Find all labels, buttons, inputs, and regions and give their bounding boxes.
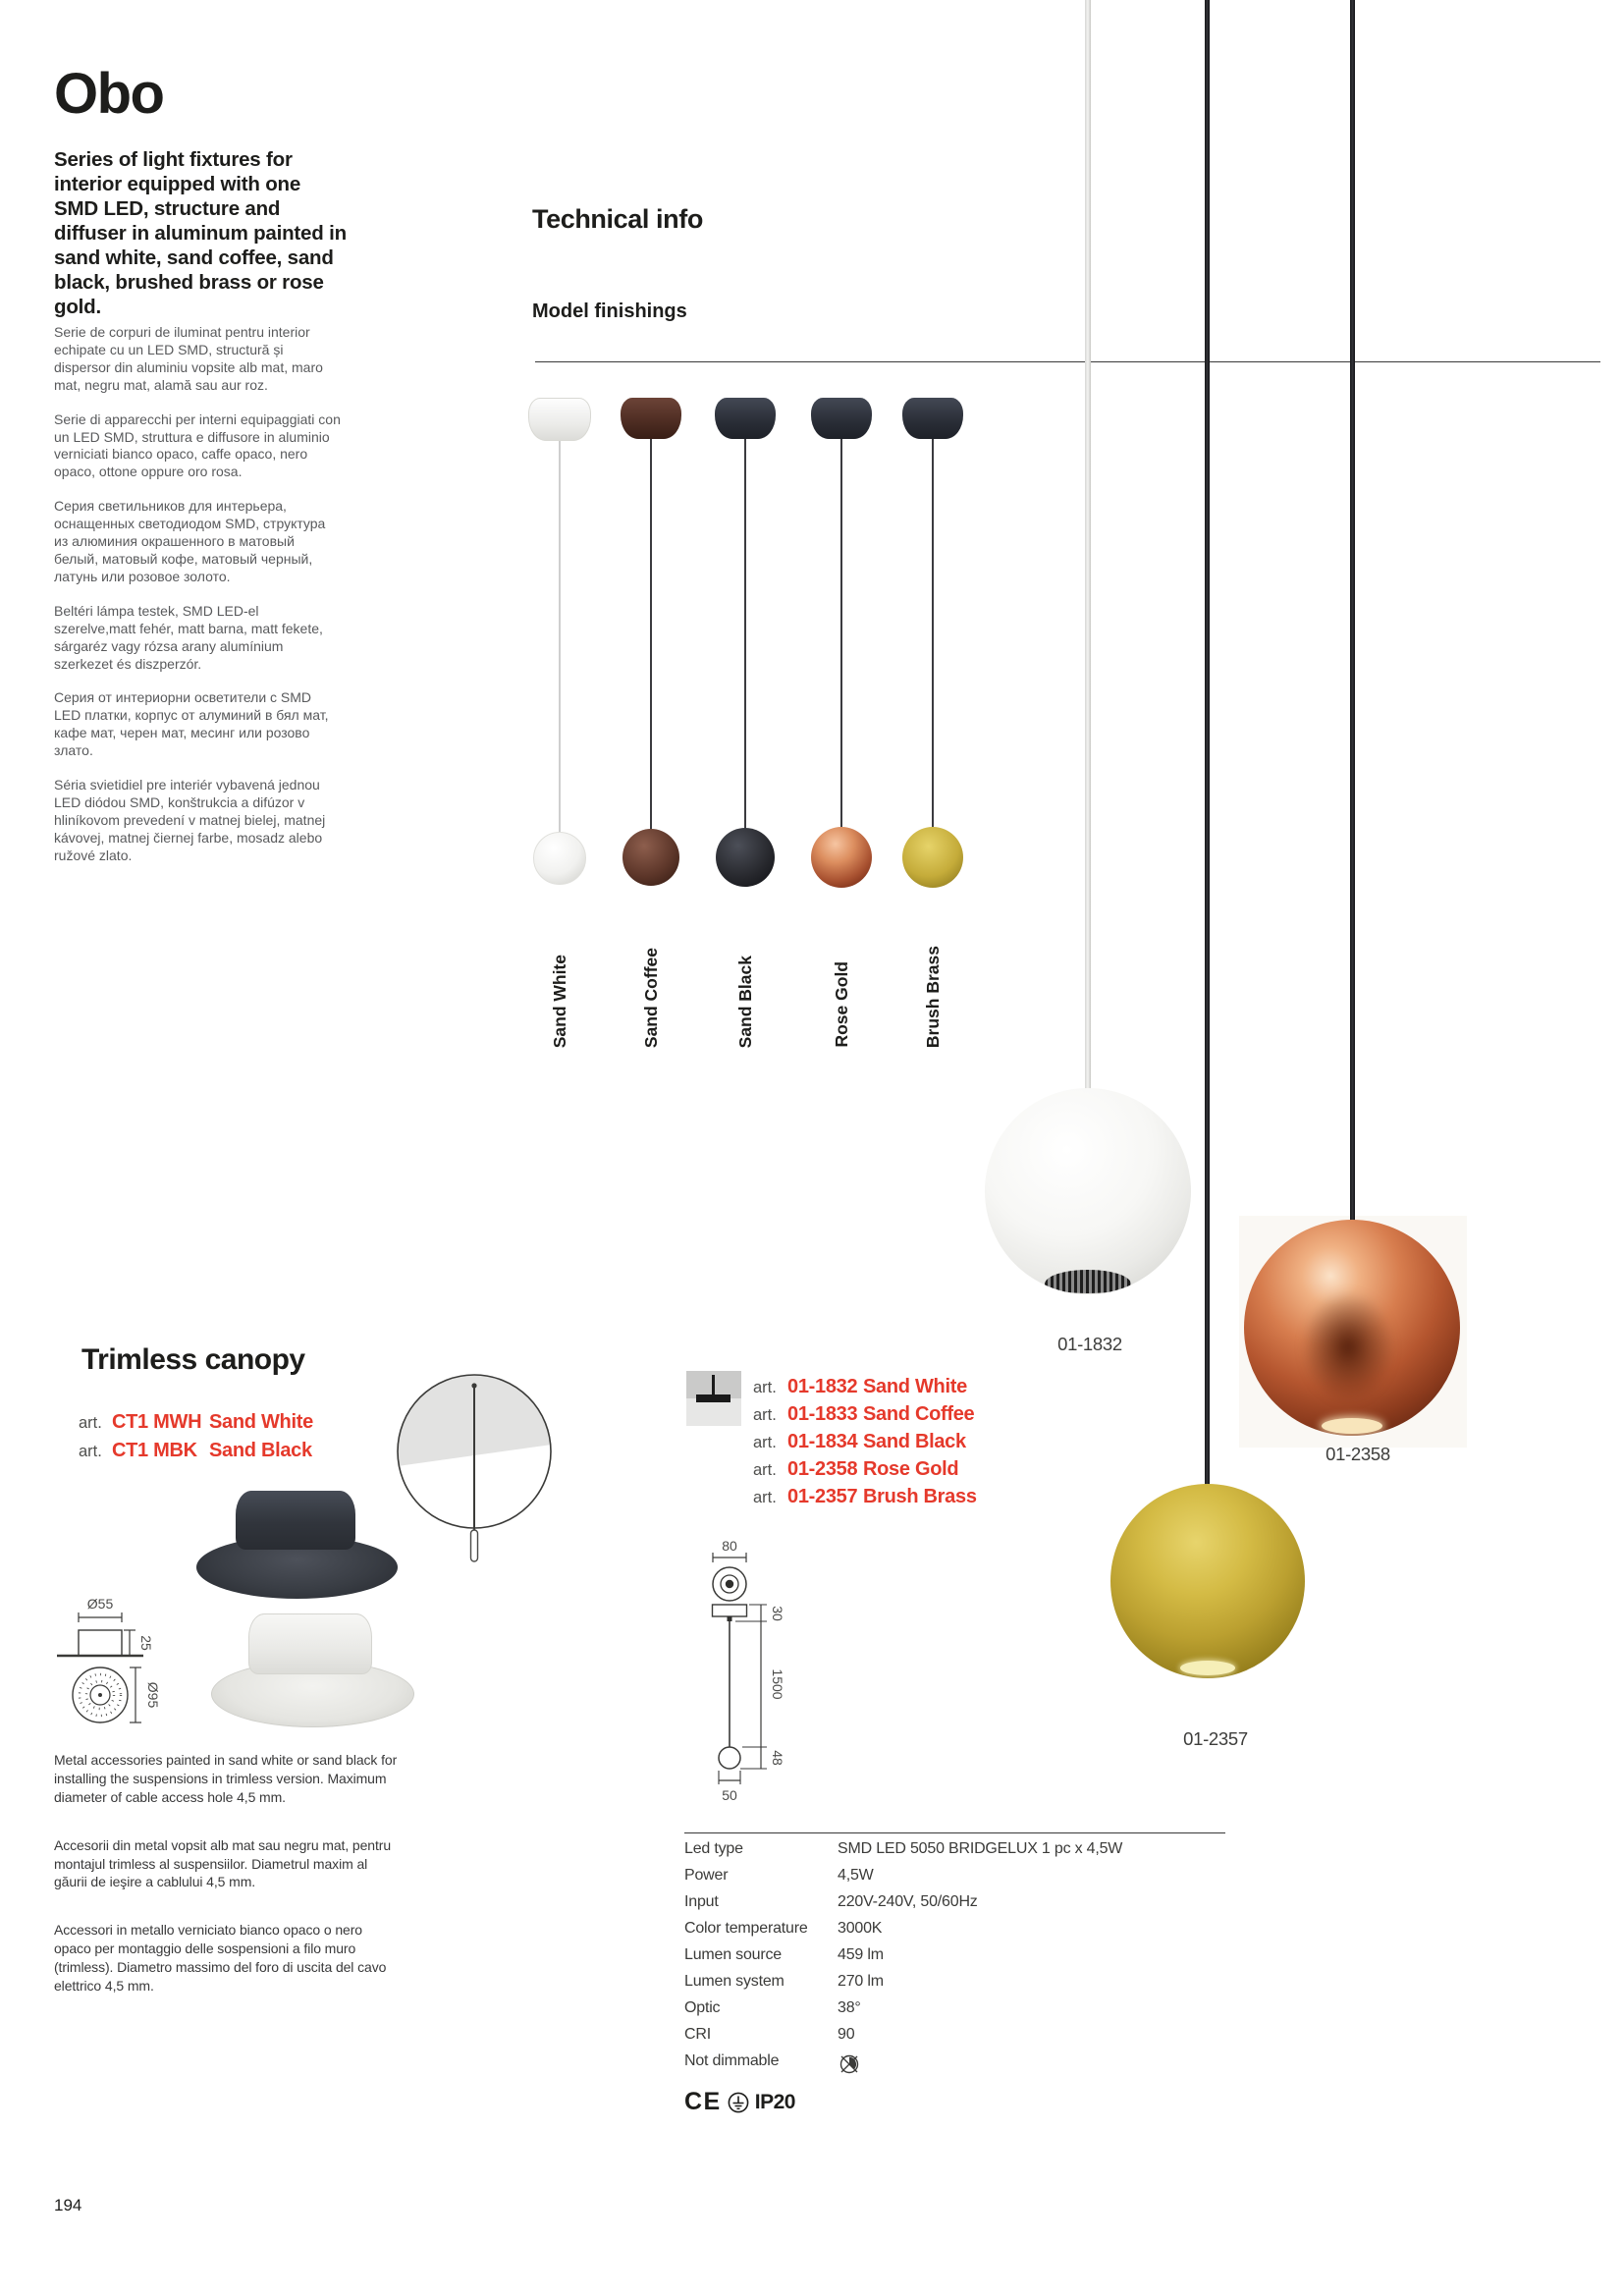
- art-prefix: art.: [753, 1406, 777, 1424]
- spec-row: [684, 2052, 1229, 2079]
- finish-label: Sand Coffee: [640, 947, 661, 1048]
- thumbnail-pendant-icon: [696, 1394, 730, 1402]
- spec-value: 90: [838, 2026, 855, 2043]
- pendant-canopy: [528, 398, 591, 441]
- note-ro: Accesorii din metal vopsit alb mat sau negru mat, pentru montajul trimless al suspensiilor. Diametrul maxim al găurii de ieşire a cablului 4,5 mm.: [54, 1836, 392, 1890]
- svg-text:25: 25: [138, 1635, 154, 1651]
- finish-rose-gold: [810, 398, 873, 1046]
- light-opening: [1180, 1661, 1235, 1675]
- pendant-cable: [650, 439, 652, 832]
- art-prefix: art.: [753, 1434, 777, 1451]
- multilingual-descriptions: [54, 324, 341, 882]
- article-list: [753, 1376, 977, 1513]
- suspension-cable-black-brass: [1205, 0, 1210, 1487]
- suspension-thumbnail: [686, 1371, 741, 1426]
- pendant-cable: [840, 439, 842, 832]
- spec-label: Lumen system: [684, 1973, 784, 1990]
- art-code: 01-1832: [787, 1376, 858, 1397]
- spec-row: [684, 1893, 1229, 1920]
- pendant-sphere: [533, 832, 586, 885]
- finish-brush-brass: [901, 398, 964, 1046]
- product-dimension-drawing: [682, 1527, 810, 1812]
- spec-value: 38°: [838, 1999, 861, 2016]
- description-it: Serie di apparecchi per interni equipaggiati con un LED SMD, struttura e diffusore in aluminio verniciati bianco opaco, caffe opaco, nero opaco, ottone oppure oro rosa.: [54, 410, 341, 480]
- article-row: [753, 1486, 977, 1513]
- spec-row: [684, 1973, 1229, 1999]
- pendant-canopy: [902, 398, 963, 439]
- suspension-cable-black-rosegold: [1350, 0, 1355, 1224]
- pendant-cable: [559, 439, 561, 832]
- description-ro: Serie de corpuri de iluminat pentru interior echipate cu un LED SMD, structură și dispersor din aluminiu vopsite alb mat, maro mat, negru mat, alamă sau aur roz.: [54, 324, 323, 393]
- note-it: Accessori in metallo verniciato bianco opaco o nero opaco per montaggio delle sospensioni a filo muro (trimless). Diametro massimo del foro di uscita del cavo elettrico 4,5 mm.: [54, 1922, 387, 1995]
- spec-table: [684, 1840, 1229, 2079]
- spec-value: SMD LED 5050 BRIDGELUX 1 pc x 4,5W: [838, 1840, 1123, 1857]
- ceiling-cutaway-illustration: [391, 1371, 558, 1575]
- ip-rating: IP20: [754, 2090, 795, 2113]
- finish-label: Sand Black: [734, 955, 755, 1048]
- finish-label: Brush Brass: [922, 945, 943, 1048]
- spec-row: [684, 1999, 1229, 2026]
- trimless-dimension-drawing: [51, 1591, 179, 1750]
- art-prefix: art.: [79, 1443, 102, 1460]
- spec-value: 270 lm: [838, 1973, 884, 1990]
- spec-label: Color temperature: [684, 1920, 808, 1937]
- art-name: Sand White: [863, 1376, 967, 1397]
- art-code: 01-2358: [787, 1458, 858, 1480]
- art-name: Sand Black: [863, 1431, 966, 1452]
- art-name: Sand Black: [209, 1440, 312, 1461]
- note-en: Metal accessories painted in sand white or sand black for installing the suspensions in trimless version. Maximum diameter of cable access hole 4,5 mm.: [54, 1752, 398, 1805]
- art-prefix: art.: [753, 1379, 777, 1396]
- description-sk: Séria svietidiel pre interiér vybavená jednou LED diódou SMD, konštrukcia a difúzor v hliníkovom prevedení v matnej bielej, matnej kávovej, matnej čiernej farbe, mosadz alebo ružové zlato.: [54, 777, 326, 863]
- product-code-sand-white: 01-1832: [1057, 1334, 1122, 1354]
- article-row: [753, 1458, 977, 1486]
- description-bg: Серия от интериорни осветители с SMD LED платки, корпус от алуминий в бял мат, кафе мат, черен мат, месинг или розово злато.: [54, 689, 329, 759]
- trimless-canopy-heading: Trimless canopy: [81, 1343, 305, 1376]
- not-dimmable-icon: [838, 2052, 1229, 2081]
- product-code-brush-brass: 01-2357: [1183, 1728, 1248, 1749]
- canopy-body: [248, 1613, 372, 1674]
- spec-label: CRI: [684, 2026, 711, 2043]
- trimless-canopy-white-photo: [211, 1613, 412, 1727]
- spec-row: [684, 1946, 1229, 1973]
- finish-label: Rose Gold: [831, 961, 851, 1048]
- spec-label: Not dimmable: [684, 2052, 780, 2069]
- spec-label: Input: [684, 1893, 719, 1910]
- finish-sand-white: [528, 398, 591, 1046]
- thumbnail-pendant-icon: [712, 1375, 715, 1395]
- pendant-cable: [744, 439, 746, 832]
- section-divider: [535, 361, 1600, 362]
- art-prefix: art.: [79, 1414, 102, 1432]
- trimless-art-row: [79, 1440, 312, 1462]
- spec-row: [684, 1867, 1229, 1893]
- pendant-canopy: [715, 398, 776, 439]
- spec-label: Optic: [684, 1999, 721, 2016]
- model-finishings-heading: Model finishings: [532, 301, 687, 322]
- product-photo-sand-white: [985, 1088, 1191, 1294]
- finish-label: Sand White: [549, 954, 569, 1048]
- svg-text:30: 30: [770, 1606, 785, 1621]
- article-row: [753, 1431, 977, 1458]
- pendant-sphere: [811, 827, 872, 888]
- article-row: [753, 1403, 977, 1431]
- spec-row: [684, 1840, 1229, 1867]
- description-ru: Серия светильников для интерьера, оснащенных светодиодом SMD, структура из алюминия окрашенного в матовый белый, матовый кофе, матовый черный, латунь или розовое золото.: [54, 498, 326, 584]
- pendant-canopy: [621, 398, 681, 439]
- trimless-art-row: [79, 1411, 313, 1434]
- product-photo-brush-brass: [1110, 1484, 1305, 1678]
- art-prefix: art.: [753, 1461, 777, 1479]
- spec-row: [684, 1920, 1229, 1946]
- page-number: 194: [54, 2196, 82, 2214]
- spec-divider: [684, 1832, 1225, 1833]
- spec-row: [684, 2026, 1229, 2052]
- svg-text:1500: 1500: [770, 1668, 785, 1700]
- spec-value: 4,5W: [838, 1867, 874, 1884]
- spec-value: 3000K: [838, 1920, 883, 1937]
- pendant-cable: [932, 439, 934, 832]
- ce-mark: CE: [684, 2088, 722, 2115]
- reflection: [1301, 1290, 1395, 1404]
- spec-value: 459 lm: [838, 1946, 884, 1963]
- product-intro: Series of light fixtures for interior equipped with one SMD LED, structure and diffuser in aluminum painted in sand white, sand coffee, sand black, brushed brass or rose gold.: [54, 148, 347, 318]
- art-code: 01-1834: [787, 1431, 858, 1452]
- art-code: CT1 MBK: [112, 1440, 197, 1461]
- art-name: Sand White: [209, 1411, 313, 1433]
- page-title: Obo: [54, 62, 164, 126]
- suspension-cable-white: [1085, 0, 1091, 1092]
- pendant-sphere: [716, 828, 775, 887]
- art-code: 01-1833: [787, 1403, 858, 1425]
- svg-text:50: 50: [722, 1787, 737, 1803]
- art-code: CT1 MWH: [112, 1411, 202, 1433]
- product-photo-rose-gold: [1244, 1220, 1460, 1436]
- pendant-sphere: [622, 829, 679, 886]
- product-code-rose-gold: 01-2358: [1325, 1444, 1390, 1464]
- trimless-notes: [54, 1751, 402, 2025]
- light-opening: [1322, 1418, 1382, 1434]
- art-prefix: art.: [753, 1489, 777, 1506]
- spec-label: Power: [684, 1867, 729, 1884]
- trimless-canopy-black-photo: [196, 1491, 398, 1601]
- art-name: Rose Gold: [863, 1458, 959, 1480]
- art-code: 01-2357: [787, 1486, 858, 1507]
- svg-text:Ø95: Ø95: [145, 1681, 161, 1709]
- grounding-icon: [727, 2091, 750, 2114]
- description-hu: Beltéri lámpa testek, SMD LED-el szerelve,matt fehér, matt barna, matt fekete, sárgaréz vagy rózsa arany alumínium szerkezet és diszperzór.: [54, 602, 323, 672]
- spec-label: Led type: [684, 1840, 743, 1857]
- svg-text:80: 80: [722, 1538, 737, 1554]
- art-name: Sand Coffee: [863, 1403, 975, 1425]
- led-grille: [1045, 1270, 1131, 1293]
- technical-info-heading: Technical info: [532, 204, 703, 234]
- finish-sand-coffee: [620, 398, 682, 1046]
- certifications: [684, 2088, 795, 2116]
- spec-label: Lumen source: [684, 1946, 782, 1963]
- svg-text:48: 48: [770, 1750, 785, 1766]
- art-name: Brush Brass: [863, 1486, 977, 1507]
- pendant-canopy: [811, 398, 872, 439]
- svg-text:Ø55: Ø55: [86, 1596, 114, 1612]
- spec-value: 220V-240V, 50/60Hz: [838, 1893, 978, 1910]
- pendant-sphere: [902, 827, 963, 888]
- canopy-body: [236, 1491, 355, 1550]
- finish-sand-black: [714, 398, 777, 1046]
- article-row: [753, 1376, 977, 1403]
